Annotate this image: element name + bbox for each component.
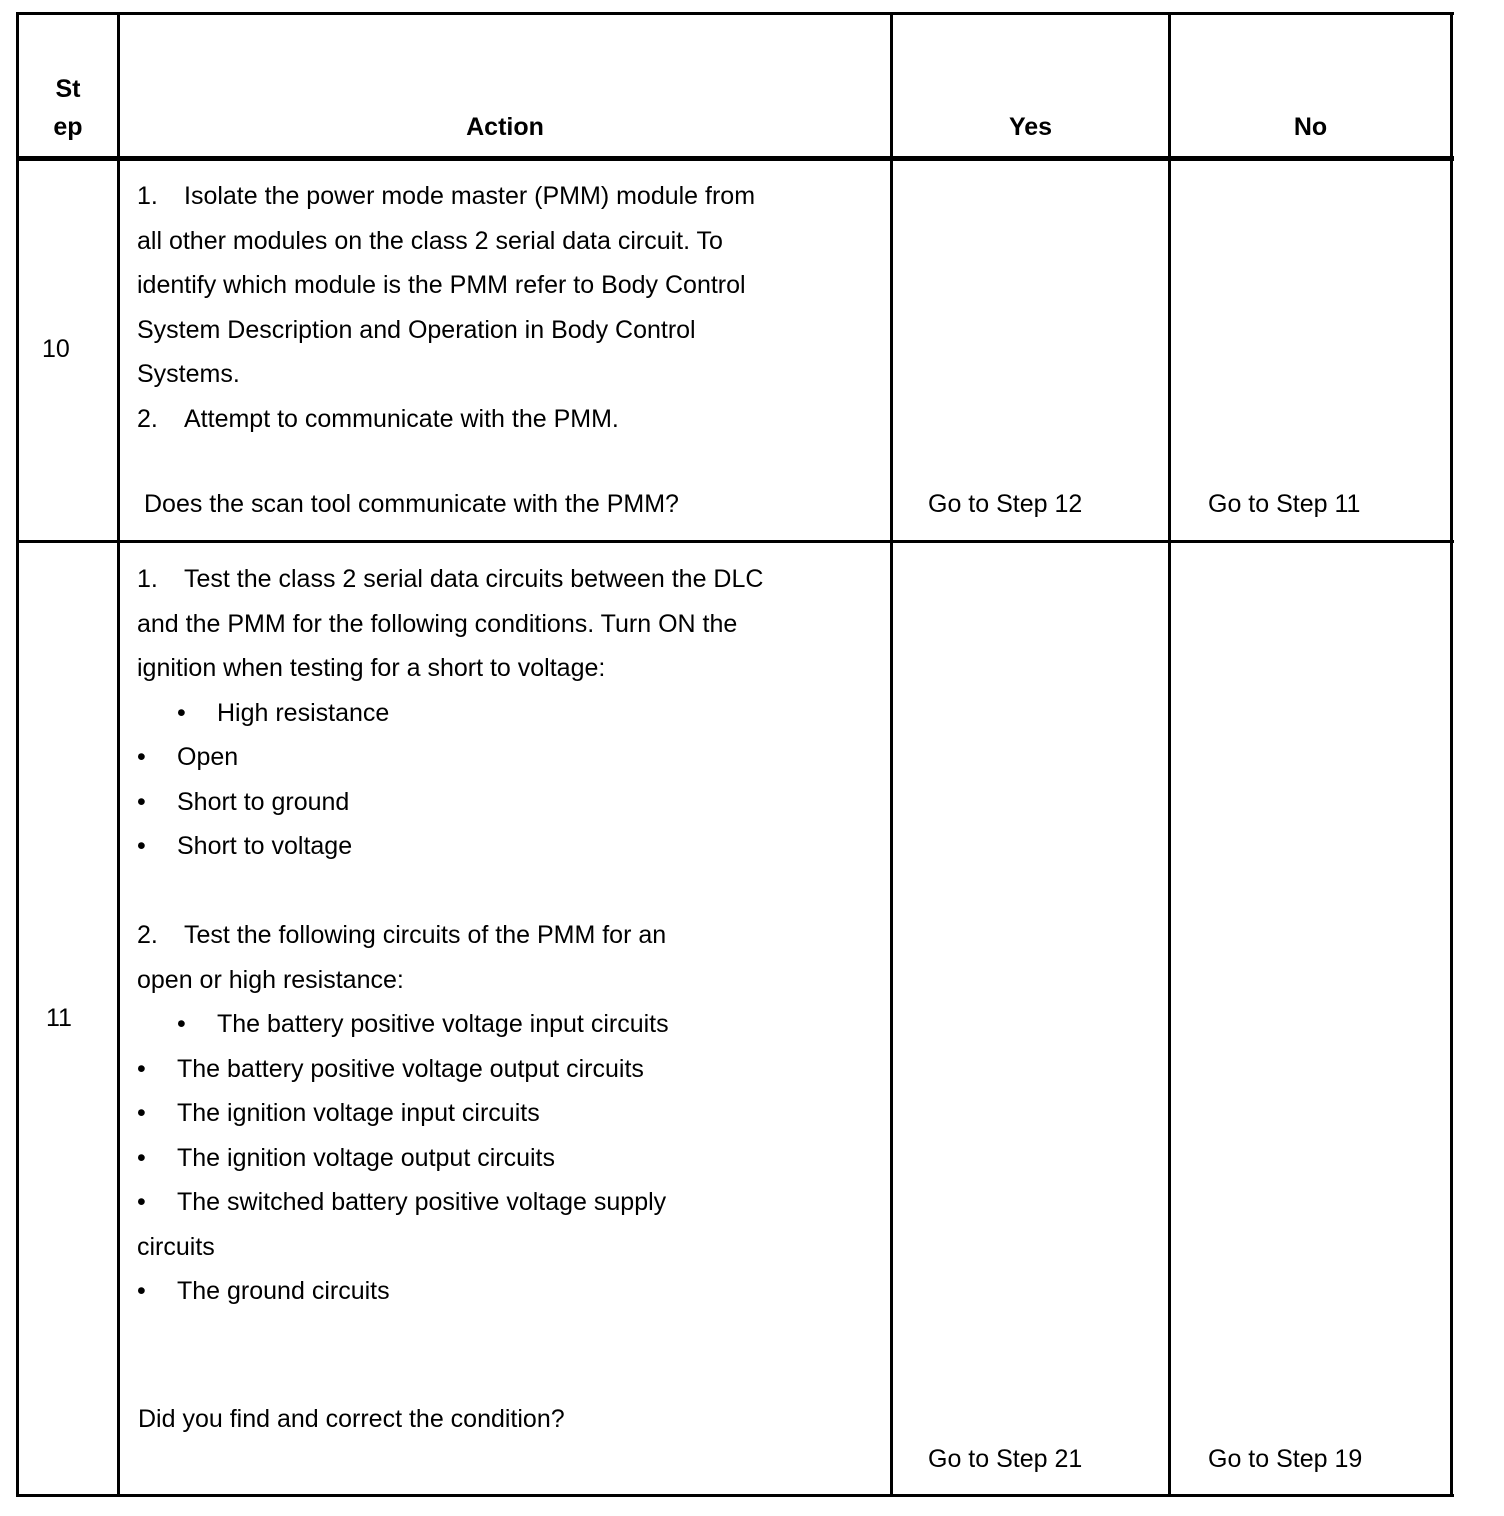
bullet: • [137,832,146,860]
row-divider [16,540,1454,543]
list-item [137,1047,763,1092]
yes-column-divider [1168,12,1171,1497]
table-bottom-border [16,1494,1454,1497]
action-column-divider [890,12,893,1497]
list-item: System Description and Operation in Body Control [137,315,696,344]
spacer [137,869,763,914]
list-item [137,174,755,219]
list-item [137,557,763,602]
step-column-divider [117,12,120,1497]
list-item [137,1269,763,1314]
step-number: 11 [46,1004,72,1032]
bullet: • [177,698,186,727]
header-bottom-border [16,156,1454,161]
list-item: circuits [137,1232,215,1261]
item-text: Short to voltage [177,832,353,860]
list-item: and the PMM for the following conditions. Turn ON the [137,609,738,638]
item-number: 1. [137,182,158,210]
item-text: Open [177,743,239,771]
item-text: The ground circuits [177,1277,390,1305]
list-item [137,824,763,869]
bullet: • [137,1099,146,1127]
list-item [137,1002,763,1047]
header-no: No [1293,113,1328,141]
list-item [137,780,763,825]
list-item: ignition when testing for a short to voltage: [137,654,606,682]
list-item: Systems. [137,360,240,388]
action-cell [137,174,755,441]
item-text: High resistance [217,698,390,727]
bullet: • [137,1054,146,1083]
item-number: 1. [137,565,158,593]
step-number: 10 [42,335,70,363]
bullet: • [137,743,146,771]
list-item [137,1180,763,1225]
list-item: all other modules on the class 2 serial data circuit. To [137,226,723,255]
item-text: The battery positive voltage output circuits [177,1054,644,1083]
list-item [137,1091,763,1136]
header-step-line1: St [55,75,81,103]
item-text: Test the class 2 serial data circuits between the DLC [184,565,764,593]
item-number: 2. [137,404,158,433]
header-action: Action [466,113,544,141]
table-right-border [1450,12,1453,1497]
item-text: Test the following circuits of the PMM for an [184,921,667,949]
header-step-line2: ep [53,113,83,141]
list-item [137,913,763,958]
question-text: Does the scan tool communicate with the PMM? [144,490,679,518]
no-result: Go to Step 11 [1208,490,1361,518]
bullet: • [137,1277,146,1305]
yes-result: Go to Step 12 [928,490,1083,518]
item-text: The switched battery positive voltage supply [177,1188,667,1216]
header-yes: Yes [1008,113,1053,141]
list-item: identify which module is the PMM refer to Body Control [137,271,746,299]
list-item [137,1136,763,1181]
item-number: 2. [137,921,158,949]
list-item [137,735,763,780]
action-cell [137,557,763,1314]
bullet: • [177,1010,186,1038]
bullet: • [137,787,146,816]
list-item [137,397,755,442]
item-text: Isolate the power mode master (PMM) module from [184,182,756,210]
item-text: The ignition voltage input circuits [177,1099,540,1127]
list-item [137,691,763,736]
yes-result: Go to Step 21 [928,1445,1083,1473]
bullet: • [137,1188,146,1216]
list-item: open or high resistance: [137,965,404,994]
item-text: Attempt to communicate with the PMM. [184,404,619,433]
table-top-border [16,12,1454,15]
bullet: • [137,1143,146,1172]
item-text: The ignition voltage output circuits [177,1143,555,1172]
question-text: Did you find and correct the condition? [138,1405,565,1433]
item-text: The battery positive voltage input circuits [217,1010,669,1038]
header-step [19,70,117,146]
table-left-border [16,12,19,1497]
item-text: Short to ground [177,787,350,816]
no-result: Go to Step 19 [1208,1445,1363,1473]
